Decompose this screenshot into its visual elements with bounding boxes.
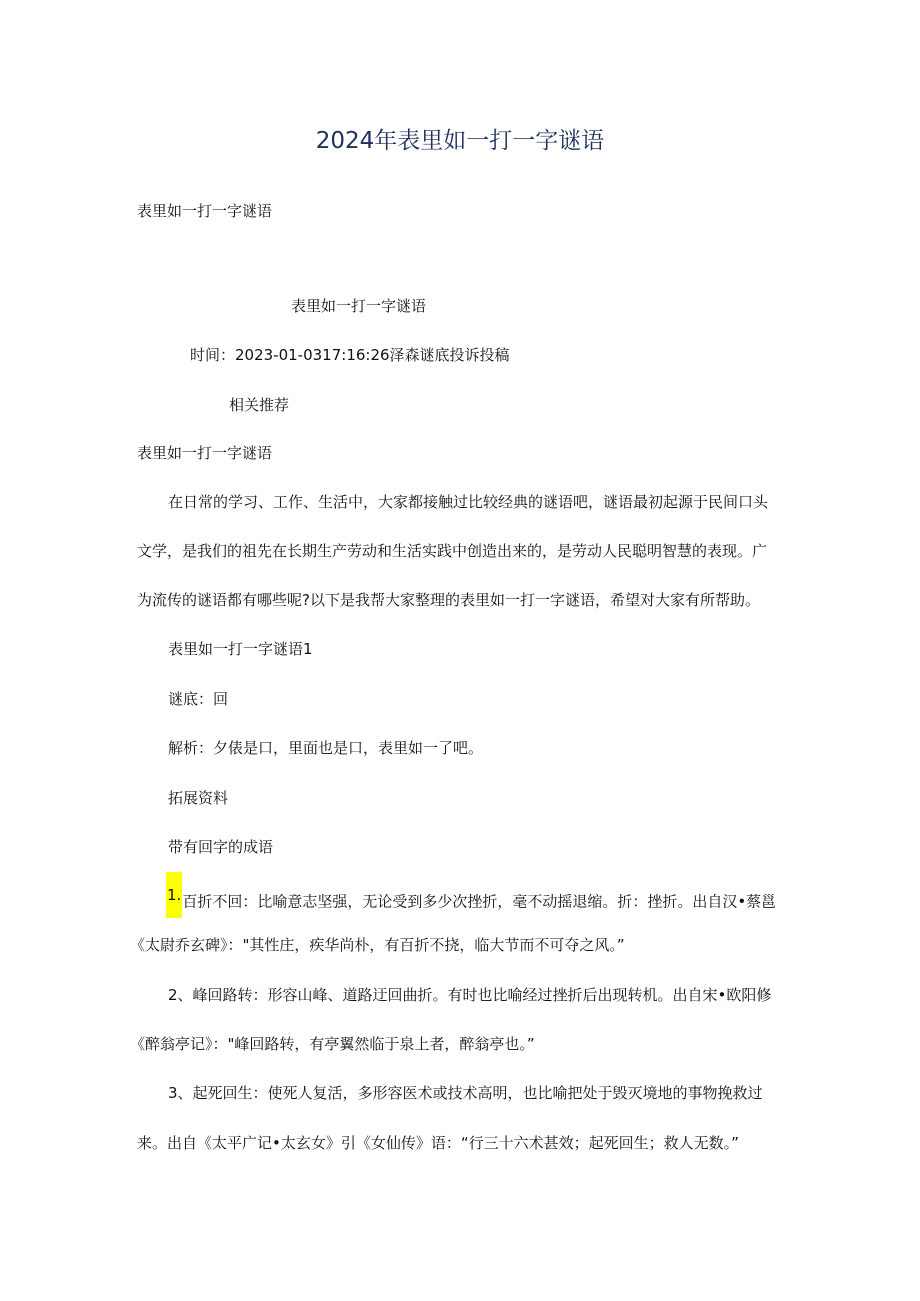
- riddle-answer: 谜底：回: [168, 690, 229, 708]
- riddle-heading: 表里如一打一字谜语1: [168, 640, 313, 658]
- meta-line: 时间：2023-01-0317:16:26泽森谜底投诉投稿: [190, 346, 510, 364]
- idiom-1-text: 百折不回：比喻意志坚强，无论受到多少次挫折，毫不动摇退缩。折：挫折。出自汉•蔡邕: [182, 892, 777, 911]
- idiom-2-line-2: 《醉翁亭记》："峰回路转，有亭翼然临于泉上者，醉翁亭也。”: [130, 1035, 535, 1053]
- idiom-1-line-2: 《太尉乔玄碑》："其性庄，疾华尚朴，有百折不挠，临大节而不可夺之风。”: [130, 936, 625, 954]
- idiom-1-line-1: [166, 886, 776, 918]
- intro-line-3: 为流传的谜语都有哪些呢?以下是我帮大家整理的表里如一打一字谜语，希望对大家有所帮助。: [137, 591, 760, 609]
- related-link[interactable]: 相关推荐: [229, 396, 290, 414]
- idiom-heading: 带有回字的成语: [168, 838, 274, 856]
- riddle-analysis: 解析：夕俵是口，里面也是口，表里如一了吧。: [168, 739, 484, 757]
- intro-line-1: 在日常的学习、工作、生活中，大家都接触过比较经典的谜语吧，谜语最初起源于民间口头: [168, 493, 769, 511]
- section-title: 表里如一打一字谜语: [137, 444, 273, 462]
- highlight-marker: 1.: [166, 872, 182, 918]
- idiom-3-line-1: 3、起死回生：使死人复活，多形容医术或技术高明，也比喻把处于毁灭境地的事物挽救过: [168, 1084, 763, 1102]
- idiom-2-line-1: 2、峰回路转：形容山峰、道路迂回曲折。有时也比喻经过挫折后出现转机。出自宋•欧阳修: [168, 986, 772, 1004]
- idiom-3-line-2: 来。出自《太平广记•太玄女》引《女仙传》语：“行三十六术甚效；起死回生；救人无数。”: [137, 1134, 739, 1152]
- article-title: 表里如一打一字谜语: [291, 297, 427, 315]
- page-title: 2024年表里如一打一字谜语: [315, 128, 605, 154]
- extension-heading: 拓展资料: [168, 789, 229, 807]
- intro-line-2: 文学，是我们的祖先在长期生产劳动和生活实践中创造出来的，是劳动人民聪明智慧的表现。广: [137, 542, 768, 560]
- subtitle: 表里如一打一字谜语: [137, 202, 273, 220]
